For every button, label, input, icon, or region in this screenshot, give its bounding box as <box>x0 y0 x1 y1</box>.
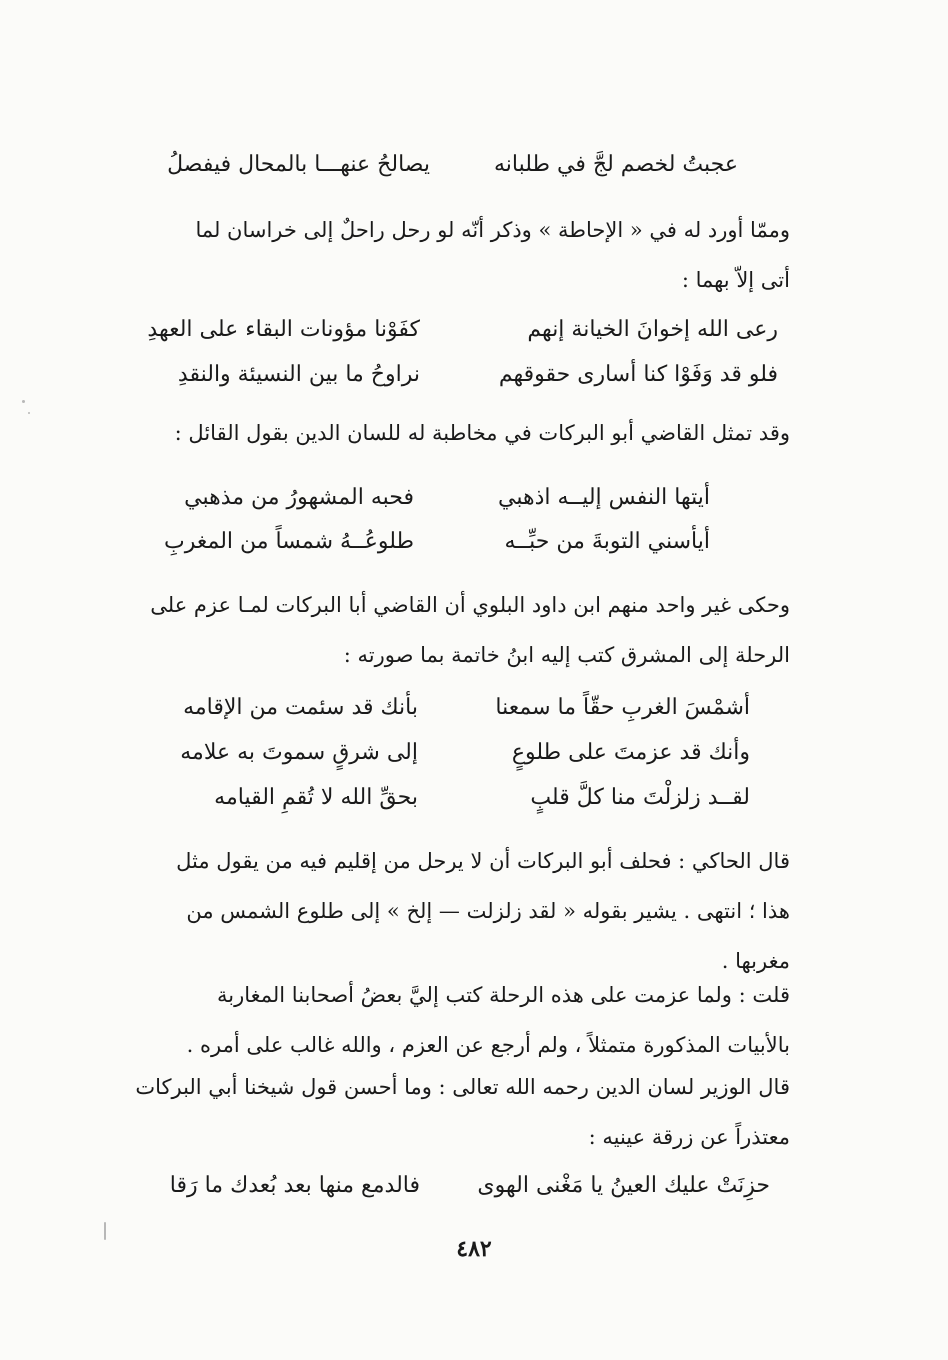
verse-hemistich-second: طلوعُــهُ شمساً من المغربِ <box>164 529 414 554</box>
verse-hemistich-first: عجبتُ لخصم لجَّ في طلبانه <box>494 152 738 177</box>
verse-hemistich-second: يصالحُ عنهـــا بالمحال فيفصلُ <box>167 152 430 177</box>
paragraph <box>100 205 790 305</box>
paragraph-line: مغربها . <box>721 949 790 973</box>
verse-line <box>0 778 948 818</box>
verse-hemistich-second: فحبه المشهورُ من مذهبي <box>184 485 414 510</box>
verse-hemistich-first: رعى الله إخوانَ الخيانة إنهم <box>527 317 778 342</box>
page-number: ٤٨٢ <box>456 1236 492 1262</box>
paragraph <box>100 1062 790 1162</box>
paragraph-line: وممّا أورد له في « الإحاطة » وذكر أنّه لو رحل راحلٌ إلى خراسان لما <box>195 218 790 242</box>
verse-line <box>0 688 948 728</box>
verse-line <box>0 355 948 395</box>
verse-line <box>0 310 948 350</box>
paragraph <box>100 580 790 680</box>
verse-line <box>0 478 948 518</box>
scan-speck <box>104 1222 106 1240</box>
verse-hemistich-second: فالدمع منها بعد بُعدك ما رَقا <box>169 1173 420 1198</box>
verse-hemistich-first: وأنك قد عزمتَ على طلوعٍ <box>511 740 750 765</box>
verse-line <box>0 145 948 185</box>
paragraph-line: قال الحاكي : فحلف أبو البركات أن لا يرحل من إقليم فيه من يقول مثل <box>176 849 790 873</box>
verse-hemistich-first: حزِنَتْ عليك العينُ يا مَغْنى الهوى <box>477 1173 770 1198</box>
verse-hemistich-first: أيأسني التوبةَ من حبِّــه <box>504 529 710 554</box>
paragraph-line: بالأبيات المذكورة متمثلاً ، ولم أرجع عن العزم ، والله غالب على أمره . <box>186 1033 790 1057</box>
paragraph-line: هذا ؛ انتهى . يشير بقوله « لقد زلزلت — إلخ » إلى طلوع الشمس من <box>186 899 790 923</box>
scan-speck <box>28 412 30 414</box>
verse-hemistich-first: أشمْسَ الغربِ حقّاً ما سمعنا <box>495 695 750 720</box>
paragraph-line: وقد تمثل القاضي أبو البركات في مخاطبة له للسان الدين بقول القائل : <box>174 421 790 445</box>
verse-hemistich-first: لقــد زلزلْتَ منا كلَّ قلبٍ <box>530 785 750 810</box>
verse-hemistich-second: إلى شرقٍ سموتَ به علامه <box>180 740 418 765</box>
paragraph-line: قال الوزير لسان الدين رحمه الله تعالى : وما أحسن قول شيخنا أبي البركات <box>135 1075 790 1099</box>
verse-line <box>0 522 948 562</box>
paragraph-line: قلت : ولما عزمت على هذه الرحلة كتب إليَّ بعضُ أصحابنا المغاربة <box>216 983 790 1007</box>
paragraph-line: الرحلة إلى المشرق كتب إليه ابنُ خاتمة بما صورته : <box>343 643 790 667</box>
verse-hemistich-second: بأنك قد سئمت من الإقامه <box>183 695 418 720</box>
verse-hemistich-second: بحقِّ الله لا تُقمِ القيامه <box>214 785 418 810</box>
paragraph-line: وحكى غير واحد منهم ابن داود البلوي أن القاضي أبا البركات لمـا عزم على <box>150 593 790 617</box>
paragraph <box>100 836 790 986</box>
paragraph <box>100 970 790 1070</box>
paragraph-line: أتى إلاّ بهما : <box>681 268 790 292</box>
paragraph <box>100 408 790 458</box>
paragraph-line: معتذراً عن زرقة عينيه : <box>588 1125 790 1149</box>
verse-hemistich-first: فلو قد وَفَوْا كنا أسارى حقوقهم <box>498 362 778 387</box>
verse-line <box>0 733 948 773</box>
verse-hemistich-first: أيتها النفس إليــه اذهبي <box>498 485 710 510</box>
verse-line <box>0 1166 948 1206</box>
verse-hemistich-second: كفَوْنا مؤونات البقاء على العهدِ <box>147 317 420 342</box>
verse-hemistich-second: نراوحُ ما بين النسيئة والنقدِ <box>177 362 420 387</box>
scan-speck <box>22 400 25 403</box>
